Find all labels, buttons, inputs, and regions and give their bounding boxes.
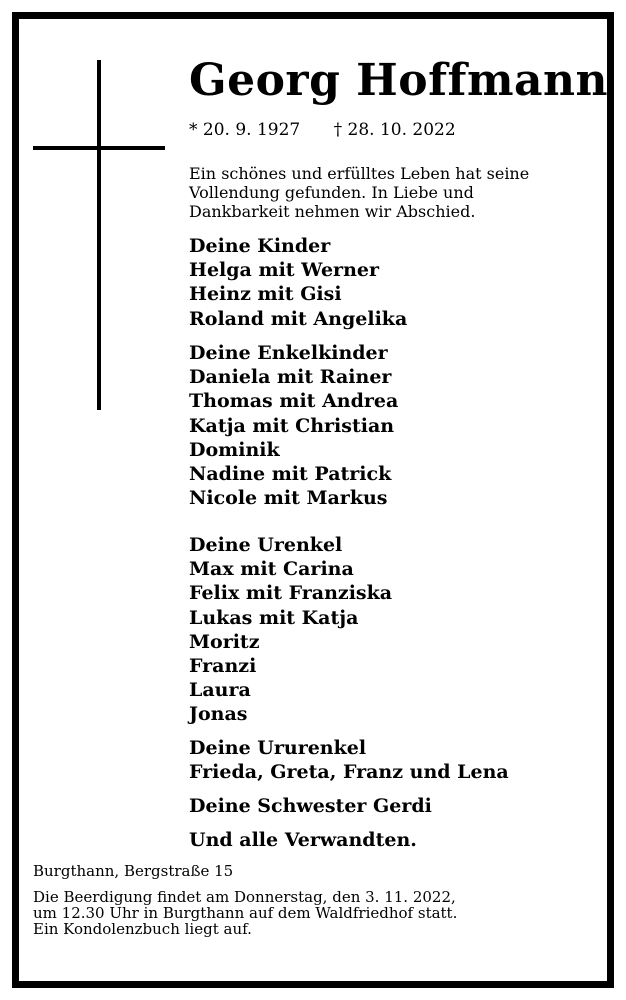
mourner-name: Frieda, Greta, Franz und Lena xyxy=(189,761,509,784)
mourner-name: Nicole mit Markus xyxy=(189,487,388,510)
address: Burgthann, Bergstraße 15 xyxy=(33,862,234,880)
intro-line: Ein schönes und erfülltes Leben hat seine xyxy=(189,164,530,183)
birth-date: * 20. 9. 1927 xyxy=(189,120,301,140)
funeral-line: Ein Kondolenzbuch liegt auf. xyxy=(33,920,252,938)
life-dates xyxy=(189,119,456,141)
group-heading: Deine Kinder xyxy=(189,235,331,257)
deceased-name: Georg Hoffmann xyxy=(189,55,609,106)
funeral-notice xyxy=(33,889,457,937)
mourner-name: Helga mit Werner xyxy=(189,259,379,282)
mourner-group-kinder xyxy=(189,234,407,331)
mourner-name: Dominik xyxy=(189,438,280,461)
cross-icon xyxy=(97,60,101,410)
intro-line: Vollendung gefunden. In Liebe und xyxy=(189,183,474,202)
mourner-group-ururenkel xyxy=(189,736,509,784)
mourner-name: Roland mit Angelika xyxy=(189,307,408,330)
funeral-line: Die Beerdigung findet am Donnerstag, den 3. 11. 2022, xyxy=(33,888,456,906)
mourner-name: Thomas mit Andrea xyxy=(189,390,399,413)
mourner-name: Moritz xyxy=(189,630,260,653)
mourner-name: Franzi xyxy=(189,655,257,678)
intro-text xyxy=(189,164,609,221)
mourner-name: Jonas xyxy=(189,703,248,726)
mourner-name: Nadine mit Patrick xyxy=(189,463,392,486)
mourner-name: Katja mit Christian xyxy=(189,414,395,437)
mourner-name: Daniela mit Rainer xyxy=(189,366,392,389)
mourner-name: Felix mit Franziska xyxy=(189,582,393,605)
group-heading: Deine Enkelkinder xyxy=(189,342,388,364)
mourner-name: Max mit Carina xyxy=(189,558,354,581)
group-heading: Deine Urenkel xyxy=(189,534,343,556)
mourner-group-urenkel xyxy=(189,533,392,727)
death-date: † 28. 10. 2022 xyxy=(333,120,456,140)
mourner-relatives: Und alle Verwandten. xyxy=(189,829,417,851)
mourner-sister: Deine Schwester Gerdi xyxy=(189,795,432,817)
intro-line: Dankbarkeit nehmen wir Abschied. xyxy=(189,202,476,221)
mourner-name: Laura xyxy=(189,679,251,702)
mourner-name: Lukas mit Katja xyxy=(189,606,359,629)
cross-icon-bar xyxy=(33,146,165,150)
group-heading: Deine Ururenkel xyxy=(189,737,367,759)
mourner-name: Heinz mit Gisi xyxy=(189,283,342,306)
funeral-line: um 12.30 Uhr in Burgthann auf dem Waldfriedhof statt. xyxy=(33,904,458,922)
mourner-group-enkelkinder xyxy=(189,341,398,510)
